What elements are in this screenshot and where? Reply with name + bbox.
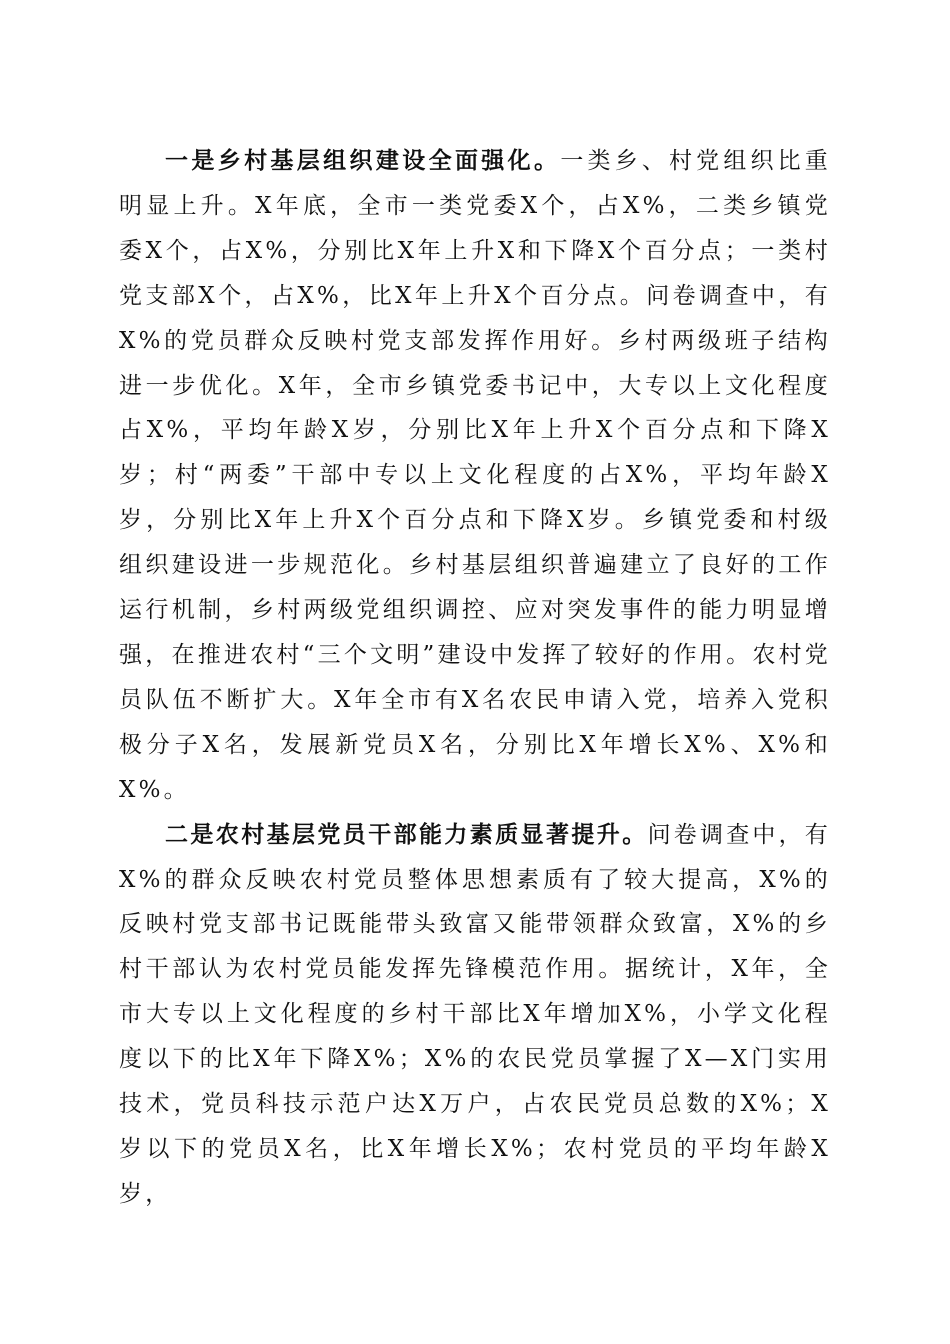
- paragraph-2-heading: 二是农村基层党员干部能力素质显著提升。: [165, 821, 648, 848]
- paragraph-1: [119, 139, 831, 813]
- paragraph-2: [119, 813, 831, 1217]
- paragraph-1-heading: 一是乡村基层组织建设全面强化。: [165, 148, 561, 174]
- document-body: [119, 139, 831, 1217]
- paragraph-1-text: 一类乡、村党组织比重明显上升。X年底，全市一类党委X个，占X%，二类乡镇党委X个，占X%，分别比X年上升X和下降X个百分点；一类村党支部X个，占X%，比X年上升X个百分点。问卷调查中，有X%的党员群众反映村党支部发挥作用好。乡村两级班子结构进一步优化。X年，全市乡镇党委书记中，大专以上文化程度占X%，平均年龄X岁，分别比X年上升X个百分点和下降X岁；村“两委”干部中专以上文化程度的占X%，平均年龄X岁，分别比X年上升X个百分点和下降X岁。乡镇党委和村级组织建设进一步规范化。乡村基层组织普遍建立了良好的工作运行机制，乡村两级党组织调控、应对突发事件的能力明显增强，在推进农村“三个文明”建设中发挥了较好的作用。农村党员队伍不断扩大。X年全市有X名农民申请入党，培养入党积极分子X名，发展新党员X名，分别比X年增长X%、X%和X%。: [119, 148, 832, 803]
- paragraph-2-text: 问卷调查中，有X%的群众反映农村党员整体思想素质有了较大提高，X%的反映村党支部书记既能带头致富又能带领群众致富，X%的乡村干部认为农村党员能发挥先锋模范作用。据统计，X年，全市大专以上文化程度的乡村干部比X年增加X%，小学文化程度以下的比X年下降X%；X%的农民党员掌握了X—X门实用技术，党员科技示范户达X万户，占农民党员总数的X%；X岁以下的党员X名，比X年增长X%；农村党员的平均年龄X岁，: [119, 821, 832, 1207]
